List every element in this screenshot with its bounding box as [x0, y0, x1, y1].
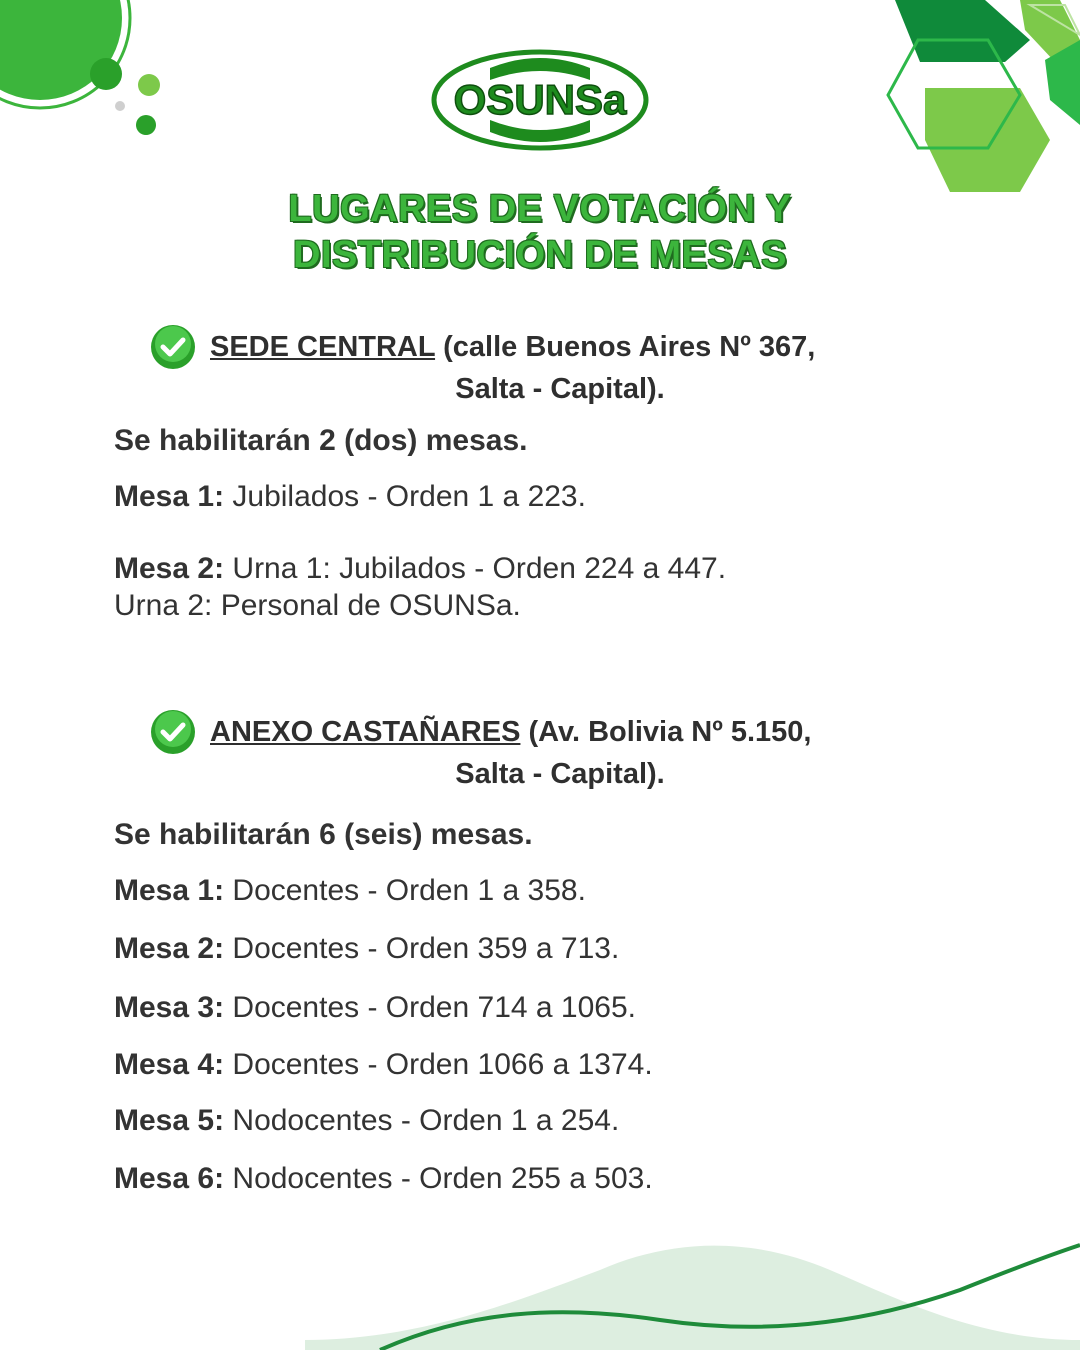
osunsa-logo	[430, 48, 650, 154]
logo-text: OSUNSa	[453, 76, 627, 123]
mesa-text: Docentes - Orden 359 a 713.	[224, 932, 620, 965]
mesa-text: Docentes - Orden 1 a 358.	[224, 874, 586, 907]
mesa-label: Mesa 1:	[114, 480, 225, 513]
mesa-line	[114, 550, 726, 588]
section-place-name: SEDE CENTRAL	[210, 330, 436, 363]
mesa-line	[114, 989, 636, 1027]
mesa-label: Mesa 1:	[114, 874, 225, 907]
page-title	[140, 186, 940, 278]
mesa-label: Mesa 2:	[114, 552, 225, 585]
mesa-label: Mesa 3:	[114, 991, 225, 1024]
mesa-text: Jubilados - Orden 1 a 223.	[224, 480, 586, 513]
mesa-extra: Urna 2: Personal de OSUNSa.	[114, 589, 521, 622]
mesa-text: Urna 1: Jubilados - Orden 224 a 447.	[224, 552, 727, 585]
decor-bottom-wave	[0, 1230, 1080, 1350]
mesa-text: Nodocentes - Orden 255 a 503.	[224, 1162, 653, 1195]
mesa-line	[114, 872, 586, 910]
mesa-line	[114, 478, 586, 516]
mesa-label: Mesa 6:	[114, 1162, 225, 1195]
mesa-line	[114, 1160, 653, 1198]
mesa-label: Mesa 4:	[114, 1048, 225, 1081]
section-address-line2: Salta - Capital).	[455, 373, 665, 405]
mesa-line	[114, 930, 619, 968]
check-circle-icon	[150, 324, 196, 370]
mesa-label: Mesa 5:	[114, 1104, 225, 1137]
mesa-line	[114, 1102, 619, 1140]
title-line-1: LUGARES DE VOTACIÓN Y	[288, 188, 792, 230]
section-address-line2: Salta - Capital).	[455, 758, 665, 790]
title-line-2: DISTRIBUCIÓN DE MESAS	[293, 234, 787, 276]
mesa-text: Nodocentes - Orden 1 a 254.	[224, 1104, 620, 1137]
section-place-name: ANEXO CASTAÑARES	[210, 715, 521, 748]
decor-circles-top-left	[0, 0, 180, 150]
decor-hexagons-top-right	[880, 0, 1080, 200]
mesa-text: Docentes - Orden 1066 a 1374.	[224, 1048, 653, 1081]
mesa-label: Mesa 2:	[114, 932, 225, 965]
section-sede-central-heading	[150, 324, 930, 409]
check-circle-icon	[150, 709, 196, 755]
section-summary: Se habilitarán 2 (dos) mesas.	[114, 424, 528, 457]
section-anexo-heading	[150, 709, 930, 794]
section-address-line1: (calle Buenos Aires Nº 367,	[435, 330, 816, 363]
mesa-text: Docentes - Orden 714 a 1065.	[224, 991, 636, 1024]
mesa-line	[114, 1046, 653, 1084]
section-address-line1: (Av. Bolivia Nº 5.150,	[520, 715, 812, 748]
section-summary: Se habilitarán 6 (seis) mesas.	[114, 818, 533, 851]
